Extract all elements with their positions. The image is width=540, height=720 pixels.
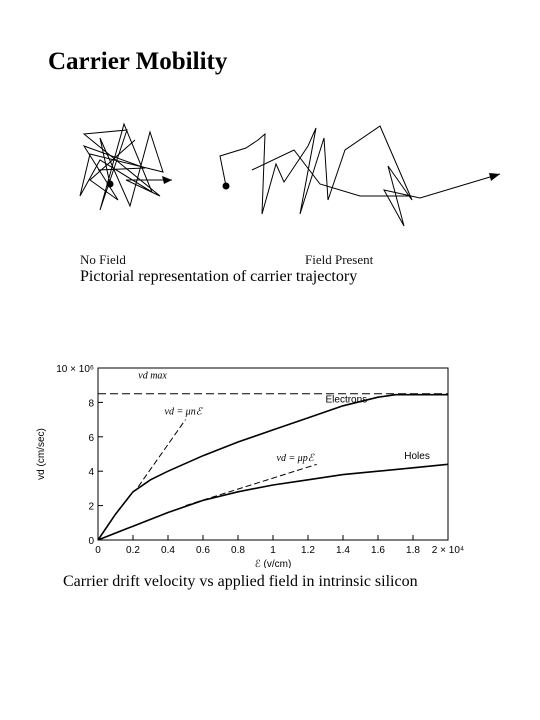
trajectory-caption: Pictorial representation of carrier trajectory	[80, 268, 358, 285]
y-tick-label: 4	[88, 467, 94, 479]
x-tick-label: 2 × 10⁴	[431, 545, 465, 556]
hole-mobility-asymptote	[186, 464, 317, 505]
electron-mobility-label: vd = μnℰ	[164, 406, 202, 418]
drift-velocity-chart	[30, 348, 470, 568]
vd-max-label: vd max	[138, 370, 167, 382]
hole-mobility-label: vd = μpℰ	[276, 452, 314, 464]
x-tick-label: 1	[270, 545, 276, 556]
x-tick-label: 1.2	[301, 545, 315, 556]
arrowhead-icon	[162, 176, 172, 184]
chart-series	[98, 394, 448, 540]
x-tick-label: 1.8	[406, 545, 420, 556]
x-tick-label: 1.6	[371, 545, 385, 556]
series-line-holes	[98, 464, 448, 540]
field-present-label: Field Present	[305, 252, 374, 267]
x-axis-label: ℰ (v/cm)	[254, 559, 292, 568]
electron-mobility-asymptote	[138, 420, 185, 487]
y-axis-label: vd (cm/sec)	[36, 428, 47, 480]
y-tick-label: 0	[88, 536, 94, 547]
series-line-electrons	[98, 395, 448, 540]
series-label-electrons: Electrons	[325, 394, 368, 406]
y-tick-label: 8	[88, 398, 94, 410]
x-tick-label: 0.8	[231, 545, 245, 556]
no-field-label: No Field	[80, 252, 126, 267]
x-tick-label: 0.6	[196, 545, 210, 556]
arrowhead-icon	[489, 173, 500, 181]
x-tick-label: 0	[95, 545, 101, 556]
carrier-start-dot-icon	[107, 181, 114, 188]
slide-title: Carrier Mobility	[48, 48, 228, 75]
x-tick-label: 0.4	[161, 545, 175, 556]
y-tick-label: 6	[88, 432, 94, 444]
y-tick-label: 2	[88, 501, 94, 513]
carrier-trajectory-diagram	[0, 110, 540, 250]
carrier-start-dot-icon	[223, 183, 230, 190]
chart-caption: Carrier drift velocity vs applied field in intrinsic silicon	[63, 573, 418, 590]
no-field-trajectory	[80, 124, 172, 210]
x-tick-label: 0.2	[126, 545, 140, 556]
y-tick-label: 10 × 10⁶	[56, 364, 94, 375]
x-tick-label: 1.4	[336, 545, 350, 556]
field-present-trajectory	[220, 126, 500, 226]
series-label-holes: Holes	[404, 451, 430, 463]
